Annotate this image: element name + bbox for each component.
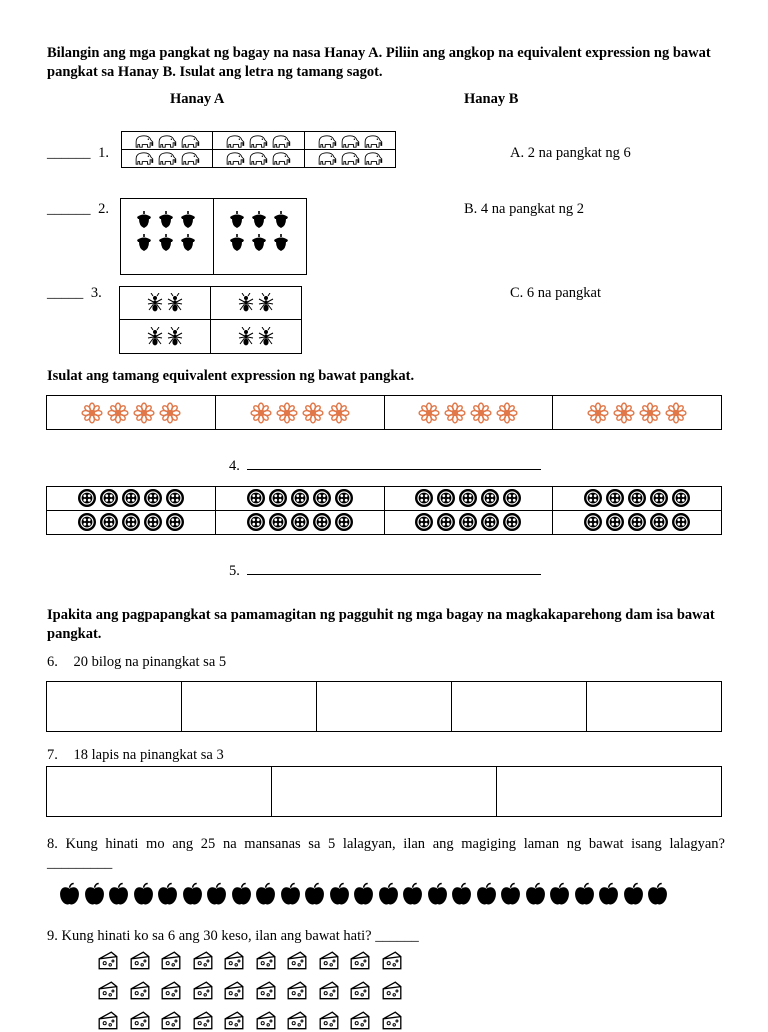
question-5-number: 5. [229, 563, 240, 579]
drawing-box[interactable] [47, 682, 182, 731]
apple-icon [304, 882, 325, 906]
button-icon [99, 512, 119, 532]
elephant-icon [339, 134, 361, 148]
apple-row [59, 882, 668, 906]
flower-icon [107, 402, 129, 424]
button-icon [480, 512, 500, 532]
drawing-box[interactable] [182, 682, 317, 731]
elephant-icon [339, 151, 361, 165]
choice-c: C. 6 na pangkat [510, 285, 602, 301]
button-icon [649, 488, 669, 508]
flower-group [216, 396, 385, 429]
cheese-icon [192, 980, 214, 1002]
button-icon [77, 512, 97, 532]
cheese-icon [255, 950, 277, 972]
cheese-grid [97, 950, 403, 1032]
acorn-icon [156, 209, 176, 229]
button-icon [414, 488, 434, 508]
cheese-icon [381, 1010, 403, 1032]
acorn-icon [249, 209, 269, 229]
ant-group [120, 287, 211, 320]
acorn-group [121, 199, 214, 274]
button-icon [671, 512, 691, 532]
elephant-row [224, 134, 292, 148]
apple-icon [427, 882, 448, 906]
flower-icon [496, 402, 518, 424]
question-8: 8. Kung hinati mo ang 25 na mansanas sa 5 lalagyan, ilan ang magiging laman ng bawat isang lalagyan? [47, 836, 725, 852]
button-icon [121, 488, 141, 508]
choice-b: B. 4 na pangkat ng 2 [464, 201, 585, 217]
acorn-groups-box [120, 198, 307, 275]
elephant-groups-box [121, 131, 396, 168]
button-icon [143, 512, 163, 532]
answer-blank-1[interactable]: ______ [47, 145, 91, 161]
cheese-icon [255, 1010, 277, 1032]
answer-blank-2[interactable]: ______ [47, 201, 91, 217]
question-7-text: 18 lapis na pinangkat sa 3 [73, 747, 224, 763]
button-group [47, 487, 216, 534]
button-icon [290, 488, 310, 508]
answer-blank-3[interactable]: _____ [47, 285, 84, 301]
apple-icon [451, 882, 472, 906]
button-icon [627, 488, 647, 508]
apple-icon [574, 882, 595, 906]
button-group [553, 487, 721, 534]
elephant-icon [270, 151, 292, 165]
button-group [385, 487, 554, 534]
flower-icon [444, 402, 466, 424]
button-groups-box [46, 486, 722, 535]
ant-icon [236, 293, 256, 313]
cheese-icon [381, 950, 403, 972]
elephant-group [305, 132, 395, 167]
item-2-label [47, 201, 109, 218]
instructions-2: Isulat ang tamang equivalent expression ng bawat pangkat. [47, 368, 415, 384]
button-icon [649, 512, 669, 532]
flower-icon [133, 402, 155, 424]
button-icon [414, 512, 434, 532]
button-icon [458, 512, 478, 532]
elephant-icon [133, 151, 155, 165]
apple-icon [84, 882, 105, 906]
button-icon [502, 488, 522, 508]
question-4 [229, 458, 541, 475]
button-icon [143, 488, 163, 508]
button-icon [268, 512, 288, 532]
cheese-icon [318, 980, 340, 1002]
flower-icon [613, 402, 635, 424]
button-icon [246, 488, 266, 508]
drawing-box[interactable] [47, 767, 272, 816]
apple-icon [231, 882, 252, 906]
question-7-number: 7. [47, 747, 58, 763]
hanay-b-header: Hanay B [464, 91, 519, 107]
flower-icon [418, 402, 440, 424]
flower-icon [639, 402, 661, 424]
elephant-icon [362, 151, 384, 165]
answer-line-5[interactable] [247, 574, 541, 575]
flower-icon [328, 402, 350, 424]
button-icon [605, 512, 625, 532]
cheese-icon [349, 950, 371, 972]
elephant-row [133, 151, 201, 165]
flower-icon [250, 402, 272, 424]
elephant-icon [156, 151, 178, 165]
cheese-icon [129, 980, 151, 1002]
acorn-icon [227, 232, 247, 252]
item-3-number: 3. [90, 285, 102, 301]
cheese-icon [286, 980, 308, 1002]
ant-icon [165, 327, 185, 347]
ant-icon [165, 293, 185, 313]
question-6-text: 20 bilog na pinangkat sa 5 [73, 654, 227, 670]
button-icon [480, 488, 500, 508]
button-icon [165, 512, 185, 532]
apple-icon [133, 882, 154, 906]
button-icon [290, 512, 310, 532]
apple-icon [500, 882, 521, 906]
button-icon [121, 512, 141, 532]
apple-icon [402, 882, 423, 906]
drawing-boxes-7 [46, 766, 722, 817]
drawing-box[interactable] [497, 767, 721, 816]
acorn-icon [271, 232, 291, 252]
elephant-icon [179, 134, 201, 148]
apple-icon [182, 882, 203, 906]
elephant-icon [270, 134, 292, 148]
elephant-icon [316, 151, 338, 165]
question-6 [47, 654, 226, 671]
button-icon [334, 488, 354, 508]
elephant-row [316, 134, 384, 148]
button-icon [312, 512, 332, 532]
apple-icon [647, 882, 668, 906]
flower-icon [81, 402, 103, 424]
flower-group [47, 396, 216, 429]
acorn-icon [134, 232, 154, 252]
instructions-3: Ipakita ang pagpapangkat sa pamamagitan ng pagguhit ng mga bagay na magkakaparehong dam isa bawat pangkat. [47, 607, 715, 642]
button-icon [77, 488, 97, 508]
cheese-icon [349, 1010, 371, 1032]
cheese-icon [223, 950, 245, 972]
button-icon [312, 488, 332, 508]
cheese-icon [129, 950, 151, 972]
apple-icon [353, 882, 374, 906]
question-5 [229, 563, 541, 580]
button-icon [246, 512, 266, 532]
question-4-number: 4. [229, 458, 240, 474]
drawing-box[interactable] [587, 682, 721, 731]
elephant-icon [133, 134, 155, 148]
question-6-number: 6. [47, 654, 58, 670]
item-1-number: 1. [98, 145, 109, 161]
button-icon [583, 488, 603, 508]
apple-icon [378, 882, 399, 906]
drawing-box[interactable] [272, 767, 497, 816]
button-icon [605, 488, 625, 508]
elephant-group [122, 132, 213, 167]
cheese-icon [318, 1010, 340, 1032]
item-2-number: 2. [98, 201, 109, 217]
elephant-icon [224, 151, 246, 165]
cheese-icon [286, 1010, 308, 1032]
elephant-icon [156, 134, 178, 148]
apple-icon [549, 882, 570, 906]
cheese-icon [223, 1010, 245, 1032]
elephant-group [213, 132, 304, 167]
button-icon [502, 512, 522, 532]
elephant-icon [362, 134, 384, 148]
question-7 [47, 747, 224, 764]
acorn-group [214, 199, 306, 274]
cheese-icon [286, 950, 308, 972]
ant-icon [145, 293, 165, 313]
flower-icon [159, 402, 181, 424]
elephant-icon [224, 134, 246, 148]
answer-line-4[interactable] [247, 469, 541, 470]
cheese-icon [192, 1010, 214, 1032]
acorn-icon [227, 209, 247, 229]
cheese-icon [381, 980, 403, 1002]
flower-group [385, 396, 554, 429]
choice-a: A. 2 na pangkat ng 6 [510, 145, 631, 161]
flower-icon [470, 402, 492, 424]
item-1-label [47, 145, 109, 162]
button-icon [436, 512, 456, 532]
cheese-icon [160, 950, 182, 972]
cheese-icon [97, 950, 119, 972]
acorn-icon [178, 232, 198, 252]
cheese-icon [97, 980, 119, 1002]
button-icon [627, 512, 647, 532]
ant-group [120, 320, 211, 353]
flower-icon [276, 402, 298, 424]
drawing-box[interactable] [452, 682, 587, 731]
button-icon [334, 512, 354, 532]
apple-icon [255, 882, 276, 906]
flower-icon [587, 402, 609, 424]
ant-groups-box [119, 286, 302, 354]
acorn-icon [134, 209, 154, 229]
button-icon [583, 512, 603, 532]
item-3-label [47, 285, 102, 302]
elephant-icon [316, 134, 338, 148]
apple-icon [206, 882, 227, 906]
button-icon [165, 488, 185, 508]
hanay-a-header: Hanay A [170, 91, 225, 107]
ant-group [211, 287, 302, 320]
apple-icon [525, 882, 546, 906]
acorn-icon [156, 232, 176, 252]
acorn-icon [178, 209, 198, 229]
instructions-1: Bilangin ang mga pangkat ng bagay na nasa Hanay A. Piliin ang angkop na equivalent expression ng bawat pangkat sa Hanay B. Isulat ang letra ng tamang sagot. [47, 45, 711, 80]
answer-blank-8[interactable]: _________ [47, 855, 113, 871]
apple-icon [598, 882, 619, 906]
flower-groups-box [46, 395, 722, 430]
acorn-icon [249, 232, 269, 252]
cheese-icon [318, 950, 340, 972]
elephant-icon [179, 151, 201, 165]
drawing-box[interactable] [317, 682, 452, 731]
button-icon [99, 488, 119, 508]
drawing-boxes-6 [46, 681, 722, 732]
cheese-icon [192, 950, 214, 972]
button-icon [268, 488, 288, 508]
button-icon [458, 488, 478, 508]
elephant-row [133, 134, 201, 148]
ant-icon [236, 327, 256, 347]
apple-icon [476, 882, 497, 906]
apple-icon [108, 882, 129, 906]
button-group [216, 487, 385, 534]
question-9: 9. Kung hinati ko sa 6 ang 30 keso, ilan ang bawat hati? ______ [47, 928, 419, 944]
cheese-icon [160, 1010, 182, 1032]
ant-icon [256, 293, 276, 313]
ant-icon [256, 327, 276, 347]
apple-icon [157, 882, 178, 906]
cheese-icon [160, 980, 182, 1002]
cheese-icon [97, 1010, 119, 1032]
acorn-icon [271, 209, 291, 229]
ant-group [211, 320, 302, 353]
ant-icon [145, 327, 165, 347]
cheese-icon [129, 1010, 151, 1032]
apple-icon [59, 882, 80, 906]
flower-group [553, 396, 721, 429]
flower-icon [302, 402, 324, 424]
button-icon [671, 488, 691, 508]
cheese-icon [349, 980, 371, 1002]
button-icon [436, 488, 456, 508]
apple-icon [280, 882, 301, 906]
elephant-row [316, 151, 384, 165]
cheese-icon [255, 980, 277, 1002]
apple-icon [329, 882, 350, 906]
cheese-icon [223, 980, 245, 1002]
elephant-row [224, 151, 292, 165]
elephant-icon [247, 134, 269, 148]
flower-icon [665, 402, 687, 424]
apple-icon [623, 882, 644, 906]
elephant-icon [247, 151, 269, 165]
